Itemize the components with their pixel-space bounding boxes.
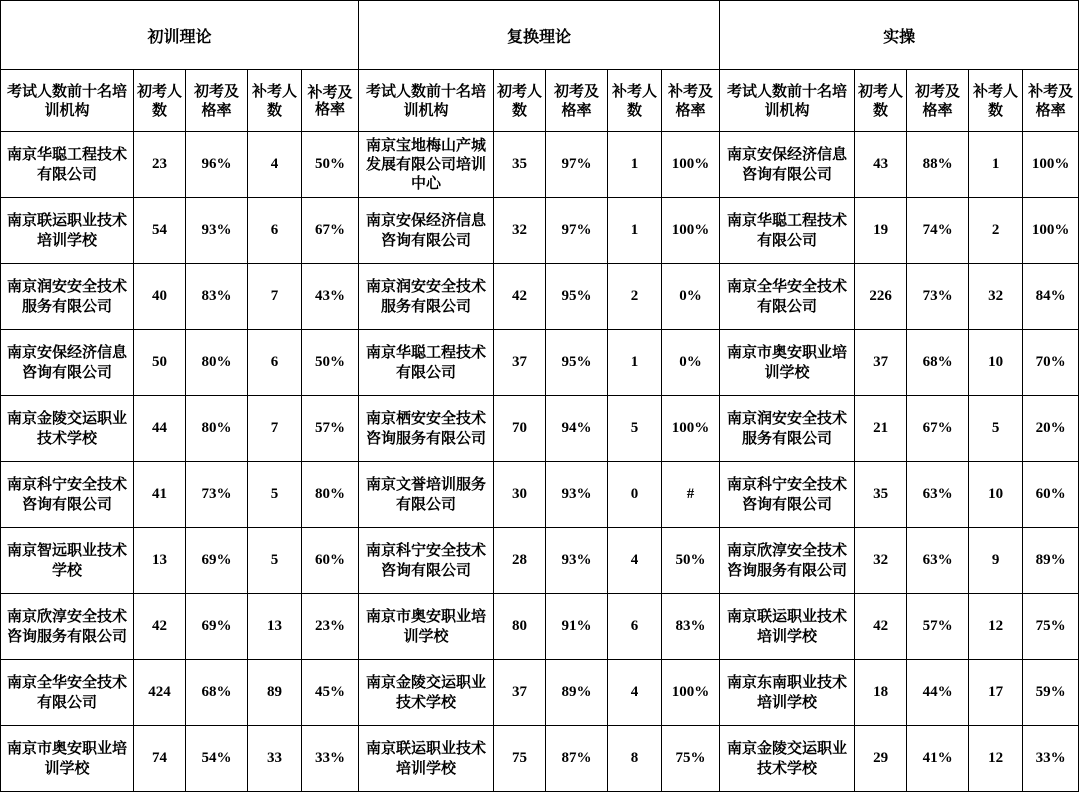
retake-pass-rate-cell: 100% xyxy=(662,396,720,462)
org-column-header: 考试人数前十名培训机构 xyxy=(720,70,855,132)
retake-count-cell: 5 xyxy=(969,396,1023,462)
initial-count-cell: 29 xyxy=(855,726,907,792)
retake-count-cell: 1 xyxy=(608,198,662,264)
table-row xyxy=(1,594,1079,660)
initial-count-cell: 37 xyxy=(855,330,907,396)
table-row xyxy=(1,198,1079,264)
initial-pass-rate-cell: 87% xyxy=(546,726,608,792)
initial-count-cell: 80 xyxy=(494,594,546,660)
org-name-cell: 南京市奥安职业培训学校 xyxy=(1,726,134,792)
org-name-cell: 南京华聪工程技术有限公司 xyxy=(720,198,855,264)
initial-pass-rate-cell: 68% xyxy=(907,330,969,396)
initial-count-cell: 41 xyxy=(134,462,186,528)
retake-count-cell: 33 xyxy=(248,726,302,792)
retake-count-cell: 10 xyxy=(969,462,1023,528)
org-name-cell: 南京宝地梅山产城发展有限公司培训中心 xyxy=(359,132,494,198)
initial-count-cell: 42 xyxy=(494,264,546,330)
initial-pass-rate-cell: 57% xyxy=(907,594,969,660)
retake-pass-rate-cell: 0% xyxy=(662,330,720,396)
retake-pass-rate-cell: 80% xyxy=(302,462,359,528)
retake-count-cell: 1 xyxy=(969,132,1023,198)
retake-count-cell: 1 xyxy=(608,132,662,198)
org-name-cell: 南京栖安安全技术咨询服务有限公司 xyxy=(359,396,494,462)
retake-pass-rate-cell: 43% xyxy=(302,264,359,330)
initial-count-cell: 70 xyxy=(494,396,546,462)
retake-count-cell: 6 xyxy=(248,330,302,396)
initial-pass-rate-cell: 96% xyxy=(186,132,248,198)
initial-count-cell: 32 xyxy=(855,528,907,594)
retake-pass-rate-cell: 84% xyxy=(1023,264,1079,330)
retake-pass-rate-cell: 50% xyxy=(302,132,359,198)
retake-count-cell: 6 xyxy=(608,594,662,660)
initial-pass-rate-cell: 68% xyxy=(186,660,248,726)
retake-pass-rate-cell: 33% xyxy=(302,726,359,792)
retake-pass-rate-cell: 75% xyxy=(1023,594,1079,660)
org-name-cell: 南京华聪工程技术有限公司 xyxy=(1,132,134,198)
initial-pass-rate-cell: 63% xyxy=(907,528,969,594)
org-name-cell: 南京欣淳安全技术咨询服务有限公司 xyxy=(720,528,855,594)
section-title-initial-theory: 初训理论 xyxy=(1,1,359,70)
initial-count-cell: 44 xyxy=(134,396,186,462)
retake-pass-rate-cell: 75% xyxy=(662,726,720,792)
table-body xyxy=(1,132,1079,792)
initial-pass-rate-cell: 67% xyxy=(907,396,969,462)
initial-count-cell: 50 xyxy=(134,330,186,396)
section-title-renewal-theory: 复换理论 xyxy=(359,1,720,70)
table-row xyxy=(1,528,1079,594)
initial-pass-rate-cell: 97% xyxy=(546,198,608,264)
initial-pass-rate-cell: 41% xyxy=(907,726,969,792)
initial-pass-rate-cell: 95% xyxy=(546,264,608,330)
org-name-cell: 南京联运职业技术培训学校 xyxy=(359,726,494,792)
org-column-header: 考试人数前十名培训机构 xyxy=(1,70,134,132)
retake-count-column-header: 补考人数 xyxy=(608,70,662,132)
initial-count-cell: 35 xyxy=(494,132,546,198)
retake-count-cell: 5 xyxy=(248,528,302,594)
org-name-cell: 南京润安安全技术服务有限公司 xyxy=(1,264,134,330)
initial-count-cell: 42 xyxy=(134,594,186,660)
initial-count-column-header: 初考人数 xyxy=(134,70,186,132)
initial-count-cell: 21 xyxy=(855,396,907,462)
org-name-cell: 南京科宁安全技术咨询有限公司 xyxy=(359,528,494,594)
org-name-cell: 南京文誉培训服务有限公司 xyxy=(359,462,494,528)
retake-count-cell: 4 xyxy=(248,132,302,198)
retake-count-cell: 32 xyxy=(969,264,1023,330)
retake-pass-rate-cell: 20% xyxy=(1023,396,1079,462)
retake-pass-rate-column-header: 补考及格率 xyxy=(1023,70,1079,132)
retake-count-column-header: 补考人数 xyxy=(248,70,302,132)
org-name-cell: 南京安保经济信息咨询有限公司 xyxy=(1,330,134,396)
retake-count-cell: 13 xyxy=(248,594,302,660)
initial-pass-rate-cell: 73% xyxy=(907,264,969,330)
org-name-cell: 南京联运职业技术培训学校 xyxy=(720,594,855,660)
initial-count-cell: 75 xyxy=(494,726,546,792)
table-row xyxy=(1,462,1079,528)
org-name-cell: 南京金陵交运职业技术学校 xyxy=(1,396,134,462)
retake-count-cell: 12 xyxy=(969,726,1023,792)
initial-pass-rate-cell: 80% xyxy=(186,330,248,396)
section-header-row xyxy=(1,1,1079,70)
initial-pass-rate-cell: 94% xyxy=(546,396,608,462)
initial-pass-rate-cell: 44% xyxy=(907,660,969,726)
retake-pass-rate-cell: 89% xyxy=(1023,528,1079,594)
initial-count-cell: 43 xyxy=(855,132,907,198)
retake-count-cell: 6 xyxy=(248,198,302,264)
initial-pass-rate-cell: 83% xyxy=(186,264,248,330)
retake-pass-rate-cell: 50% xyxy=(302,330,359,396)
retake-pass-rate-cell: 60% xyxy=(302,528,359,594)
initial-count-cell: 424 xyxy=(134,660,186,726)
retake-pass-rate-cell: 100% xyxy=(1023,132,1079,198)
retake-count-cell: 10 xyxy=(969,330,1023,396)
initial-count-cell: 18 xyxy=(855,660,907,726)
initial-pass-rate-cell: 63% xyxy=(907,462,969,528)
org-name-cell: 南京欣淳安全技术咨询服务有限公司 xyxy=(1,594,134,660)
table-row xyxy=(1,726,1079,792)
retake-count-column-header: 补考人数 xyxy=(969,70,1023,132)
retake-count-cell: 5 xyxy=(248,462,302,528)
retake-pass-rate-cell: 83% xyxy=(662,594,720,660)
initial-pass-rate-cell: 80% xyxy=(186,396,248,462)
retake-pass-rate-cell: 45% xyxy=(302,660,359,726)
retake-pass-rate-cell: 100% xyxy=(662,132,720,198)
org-column-header: 考试人数前十名培训机构 xyxy=(359,70,494,132)
org-name-cell: 南京东南职业技术培训学校 xyxy=(720,660,855,726)
retake-count-cell: 0 xyxy=(608,462,662,528)
retake-pass-rate-cell: 100% xyxy=(662,660,720,726)
retake-pass-rate-cell: 0% xyxy=(662,264,720,330)
retake-count-cell: 2 xyxy=(969,198,1023,264)
retake-pass-rate-cell: 100% xyxy=(662,198,720,264)
initial-pass-rate-cell: 93% xyxy=(186,198,248,264)
table-row xyxy=(1,330,1079,396)
initial-count-cell: 13 xyxy=(134,528,186,594)
org-name-cell: 南京科宁安全技术咨询有限公司 xyxy=(1,462,134,528)
retake-count-cell: 7 xyxy=(248,264,302,330)
initial-pass-rate-cell: 74% xyxy=(907,198,969,264)
section-title-practical: 实操 xyxy=(720,1,1079,70)
table-row xyxy=(1,660,1079,726)
retake-pass-rate-cell: 50% xyxy=(662,528,720,594)
initial-count-cell: 23 xyxy=(134,132,186,198)
initial-count-cell: 226 xyxy=(855,264,907,330)
column-header-row xyxy=(1,70,1079,132)
initial-pass-rate-cell: 93% xyxy=(546,528,608,594)
org-name-cell: 南京润安安全技术服务有限公司 xyxy=(359,264,494,330)
initial-pass-rate-cell: 95% xyxy=(546,330,608,396)
initial-pass-rate-cell: 88% xyxy=(907,132,969,198)
initial-count-column-header: 初考人数 xyxy=(494,70,546,132)
initial-pass-rate-column-header: 初考及格率 xyxy=(186,70,248,132)
org-name-cell: 南京市奥安职业培训学校 xyxy=(720,330,855,396)
initial-pass-rate-column-header: 初考及格率 xyxy=(907,70,969,132)
retake-pass-rate-cell: 59% xyxy=(1023,660,1079,726)
table-row xyxy=(1,132,1079,198)
org-name-cell: 南京全华安全技术有限公司 xyxy=(720,264,855,330)
initial-count-cell: 42 xyxy=(855,594,907,660)
initial-count-column-header: 初考人数 xyxy=(855,70,907,132)
retake-count-cell: 9 xyxy=(969,528,1023,594)
retake-count-cell: 4 xyxy=(608,660,662,726)
initial-count-cell: 54 xyxy=(134,198,186,264)
org-name-cell: 南京科宁安全技术咨询有限公司 xyxy=(720,462,855,528)
initial-pass-rate-cell: 73% xyxy=(186,462,248,528)
initial-count-cell: 37 xyxy=(494,330,546,396)
initial-count-cell: 35 xyxy=(855,462,907,528)
initial-count-cell: 19 xyxy=(855,198,907,264)
retake-pass-rate-cell: # xyxy=(662,462,720,528)
initial-count-cell: 74 xyxy=(134,726,186,792)
retake-pass-rate-cell: 57% xyxy=(302,396,359,462)
initial-count-cell: 37 xyxy=(494,660,546,726)
initial-pass-rate-cell: 89% xyxy=(546,660,608,726)
org-name-cell: 南京华聪工程技术有限公司 xyxy=(359,330,494,396)
initial-count-cell: 40 xyxy=(134,264,186,330)
retake-pass-rate-cell: 23% xyxy=(302,594,359,660)
retake-pass-rate-cell: 60% xyxy=(1023,462,1079,528)
org-name-cell: 南京智远职业技术学校 xyxy=(1,528,134,594)
retake-count-cell: 1 xyxy=(608,330,662,396)
table-row xyxy=(1,396,1079,462)
initial-pass-rate-cell: 97% xyxy=(546,132,608,198)
initial-count-cell: 30 xyxy=(494,462,546,528)
retake-count-cell: 4 xyxy=(608,528,662,594)
retake-pass-rate-column-header: 补考及格率 xyxy=(662,70,720,132)
org-name-cell: 南京金陵交运职业技术学校 xyxy=(720,726,855,792)
org-name-cell: 南京安保经济信息咨询有限公司 xyxy=(359,198,494,264)
initial-pass-rate-cell: 69% xyxy=(186,528,248,594)
retake-count-cell: 5 xyxy=(608,396,662,462)
retake-count-cell: 89 xyxy=(248,660,302,726)
initial-count-cell: 28 xyxy=(494,528,546,594)
initial-pass-rate-cell: 93% xyxy=(546,462,608,528)
initial-pass-rate-column-header: 初考及格率 xyxy=(546,70,608,132)
retake-count-cell: 7 xyxy=(248,396,302,462)
org-name-cell: 南京润安安全技术服务有限公司 xyxy=(720,396,855,462)
retake-pass-rate-cell: 100% xyxy=(1023,198,1079,264)
initial-count-cell: 32 xyxy=(494,198,546,264)
retake-pass-rate-column-header: 补考及格率 xyxy=(302,70,359,132)
initial-pass-rate-cell: 54% xyxy=(186,726,248,792)
org-name-cell: 南京市奥安职业培训学校 xyxy=(359,594,494,660)
retake-pass-rate-cell: 67% xyxy=(302,198,359,264)
retake-count-cell: 12 xyxy=(969,594,1023,660)
org-name-cell: 南京金陵交运职业技术学校 xyxy=(359,660,494,726)
org-name-cell: 南京联运职业技术培训学校 xyxy=(1,198,134,264)
retake-pass-rate-cell: 70% xyxy=(1023,330,1079,396)
org-name-cell: 南京安保经济信息咨询有限公司 xyxy=(720,132,855,198)
table-row xyxy=(1,264,1079,330)
org-name-cell: 南京全华安全技术有限公司 xyxy=(1,660,134,726)
initial-pass-rate-cell: 69% xyxy=(186,594,248,660)
retake-pass-rate-cell: 33% xyxy=(1023,726,1079,792)
retake-count-cell: 8 xyxy=(608,726,662,792)
retake-count-cell: 2 xyxy=(608,264,662,330)
initial-pass-rate-cell: 91% xyxy=(546,594,608,660)
retake-count-cell: 17 xyxy=(969,660,1023,726)
